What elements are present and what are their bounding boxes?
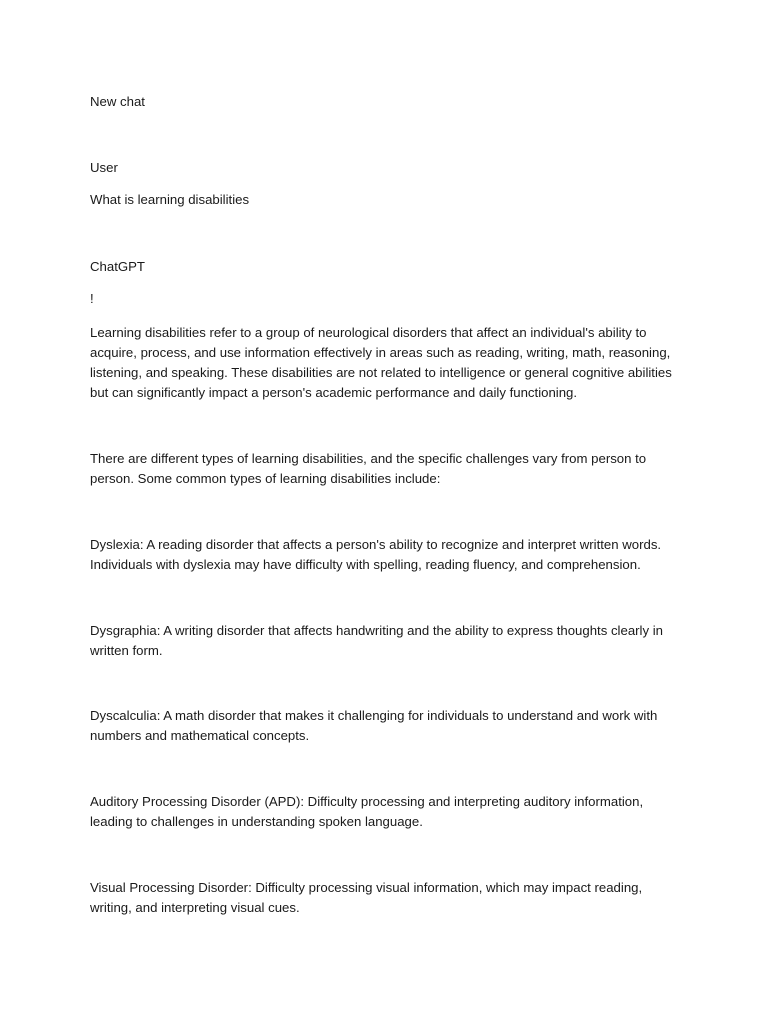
assistant-label: ChatGPT bbox=[90, 259, 145, 274]
paragraph-types-intro: There are different types of learning disabilities, and the specific challenges vary from person to person. Some common types of learning disabilities include: bbox=[90, 451, 647, 486]
paragraph-apd: Auditory Processing Disorder (APD): Difficulty processing and interpreting auditory information, leading to challenges in understanding spoken language. bbox=[90, 794, 644, 829]
paragraph-vpd: Visual Processing Disorder: Difficulty processing visual information, which may impact reading, writing, and interpreting visual cues. bbox=[90, 880, 643, 915]
user-message: What is learning disabilities bbox=[90, 192, 250, 207]
chat-title: New chat bbox=[90, 94, 145, 109]
paragraph-intro: Learning disabilities refer to a group of neurological disorders that affect an individual's ability to acquire, process, and use information effectively in areas such as reading, writing, math, reasoning, listening, and speaking. These disabilities are not related to intelligence or general cognitive abilities but can significantly impact a person's academic performance and daily functioning. bbox=[90, 325, 672, 400]
paragraph-dyslexia: Dyslexia: A reading disorder that affects a person's ability to recognize and interpret written words. Individuals with dyslexia may have difficulty with spelling, reading fluency, and comprehension. bbox=[90, 537, 662, 572]
paragraph-dysgraphia: Dysgraphia: A writing disorder that affects handwriting and the ability to express thoughts clearly in written form. bbox=[90, 623, 663, 658]
assistant-marker: ! bbox=[90, 291, 94, 306]
user-label: User bbox=[90, 160, 118, 175]
paragraph-dyscalculia: Dyscalculia: A math disorder that makes it challenging for individuals to understand and work with numbers and mathematical concepts. bbox=[90, 708, 658, 743]
